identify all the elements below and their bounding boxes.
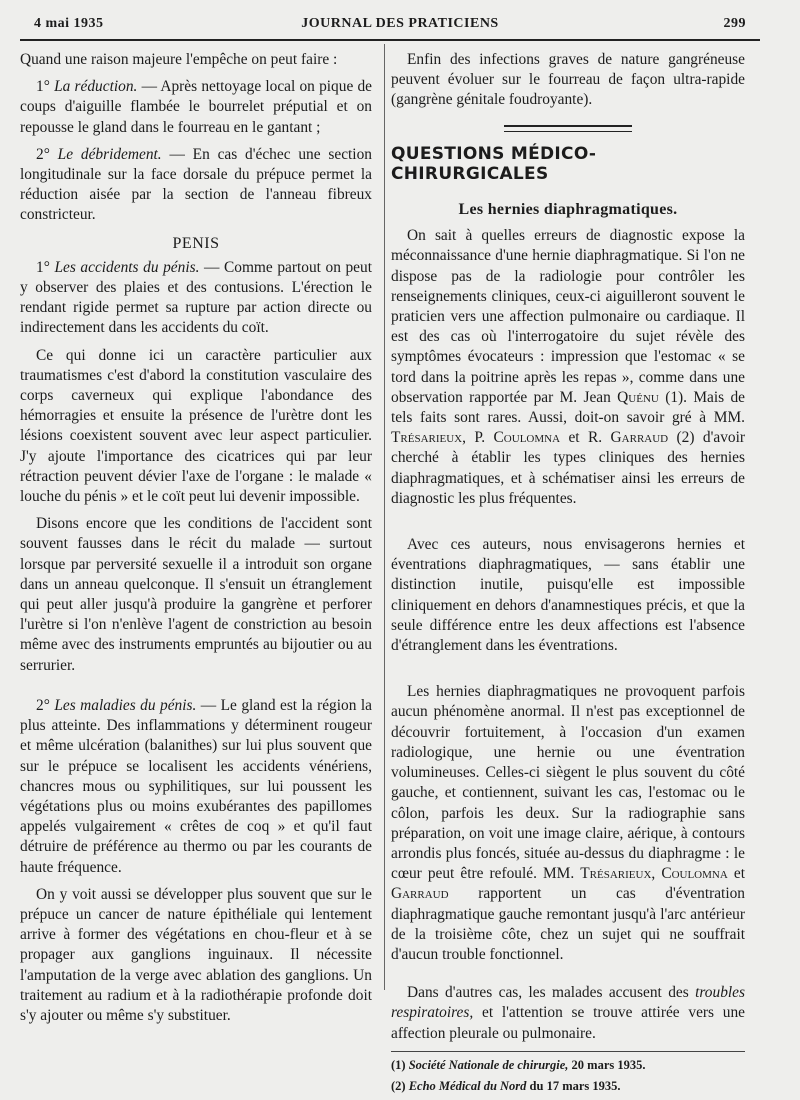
paragraph-hernies-1 [391,226,745,509]
footnote-date: 20 mars 1935. [568,1057,646,1072]
author-quenu: Quénu [617,388,659,406]
text-run: et R. [560,429,611,447]
paragraph-cancer: On y voit aussi se développer plus souvent que sur le prépuce un cancer de nature épithéliale qui lentement arrive à former des végétations en chou-fleur et à se propager aux ganglions inguinaux. Il nécessite l'amputation de la verge avec ablation des ganglions. Un traitement au radium et à la radiothérapie profonde doit s'y ajouter ou même s'y substituer. [20,885,372,1024]
journal-title: JOURNAL DES PRATICIENS [301,16,499,31]
item-text: — Comme partout on peut y observer des plaies et des contusions. L'érection le rendant rigide permet sa rupture par action directe ou indirectement dans les accidents du coït. [20,258,372,337]
footnote-number: (2) [391,1078,406,1093]
issue-date: 4 mai 1935 [34,16,104,31]
text-run: (1). Mais de tels faits sont rares. Aussi, doit-on savoir gré à MM. [391,388,745,427]
column-divider [384,44,385,990]
footnote-1 [391,1058,745,1072]
item-title: La réduction. [54,78,138,96]
article-title: Les hernies diaphragmatiques. [458,201,678,219]
paragraph-caractere: Ce qui donne ici un caractère particulier aux traumatismes c'est d'abord la constitution vasculaire des corps caverneux qui explique l'abondance des hémorragies et ensuite la présence de l'urètre dont les lésions coexistent souvent avec leur aspect particulier. J'y ajoute l'importance des cicatrices qui par leur rétraction peuvent dévier l'axe de l'organe : le malade « louche du pénis » et le coït peut lui devenir impossible. [20,346,372,506]
footnote-2 [391,1079,745,1093]
author-garraud: Garraud [391,885,449,903]
item-title: Les maladies du pénis. [54,696,197,714]
text-run: Les hernies diaphragmatiques ne provoquent parfois aucun phénomène anormal. Il n'est pas exceptionnel de découvrir fortuitement, à l'occasion d'un examen radiologique, une hernie ou une éventration volumineuses. Celles-ci siègent le plus souvent du côté gauche, et contiennent, suivant les cas, l'estomac ou le côlon, parfois les deux. Sur la radiographie sans préparation, on voit une image claire, aérique, à contours arrondis plus foncés, située au-dessus du diaphragme : le cœur peut être refoulé. MM. [391,683,745,883]
paragraph-intro: Quand une raison majeure l'empêche on peut faire : [20,51,338,68]
footnote-rule [391,1051,745,1052]
paragraph-hernies-2: Avec ces auteurs, nous envisagerons hernies et éventrations diaphragmatiques, — sans établir une distinction inutile, puisqu'elle est impossible cliniquement en dehors d'anamnestiques précis, et que la seule différence entre les deux affections est l'absence d'étranglement dans les éventrations. [391,536,745,655]
section-title: QUESTIONS MÉDICO-CHIRURGICALES [391,143,597,184]
footnote-source: Société Nationale de chirurgie, [408,1057,569,1072]
author-coulomna: Coulomna [493,429,561,447]
text-run: Dans d'autres cas, les malades accusent des [407,984,696,1002]
item-title: Les accidents du pénis. [54,258,200,276]
author-garraud: Garraud [610,429,669,447]
item-text: — Après nettoyage local on pique de coups d'aiguille flambée le bourrelet préputial et on repousse le gland dans le fourreau en le gantant ; [20,78,373,136]
author-tresarieux: Trésarieux [391,429,463,447]
author-tresarieux: Trésarieux [580,865,652,883]
right-column [391,50,745,1100]
page-number: 299 [723,16,746,31]
text-run: , P. [462,429,494,447]
paragraph-enfin: Enfin des infections graves de nature gangréneuse peuvent évoluer sur le fourreau de façon ultra-rapide (gangrène génitale foudroyante). [391,51,745,109]
emphasis: troubles respiratoires, [391,984,745,1022]
item-number: 2° [36,696,50,714]
paragraph-hernies-3 [391,682,745,965]
text-run: et l'attention se trouve attirée vers une affection pleurale ou pulmonaire. [391,1004,745,1042]
footnote-source: Echo Médical du Nord [408,1078,527,1093]
text-run: On sait à quelles erreurs de diagnostic expose la méconnaissance d'une hernie diaphragmatique. Si l'on ne dispose pas de la radiologie pour contrôler les renseignements cliniques, ceux-ci aiguilleront souvent le praticien vers une affection pulmonaire ou cardiaque. Il est des cas où l'interrogatoire du sujet révèle des symptômes évocateurs : impression que l'estomac « se tord dans la poitrine après les repas », comme dans une observation rapportée par M. Jean [391,227,745,406]
page-header [30,16,770,36]
text-run: et [727,865,745,883]
paragraph-disons: Disons encore que les conditions de l'accident sont souvent fausses dans le récit du malade — surtout lorsque par perversité sexuelle il a introduit son organe dans un anneau quelconque. Il s'ensuit un étranglement qui peut aller jusqu'à produire la gangrène et perforer l'urètre si l'on n'enlève l'agent de constriction au besoin même avec des instruments empruntés au bijoutier ou au serrurier. [20,515,372,674]
author-coulomna: Coulomna [661,865,728,883]
footnote-date: du 17 mars 1935. [526,1078,621,1093]
item-title: Le débridement. [57,145,162,163]
paragraph-hernies-4 [391,983,745,1044]
paragraph-reduction [20,77,372,138]
paragraph-maladies [20,696,372,878]
section-heading-penis: PENIS [172,234,220,252]
item-number: 2° [36,145,50,163]
paragraph-accidents [20,258,372,339]
section-rule-thin [504,131,632,132]
section-rule-thick [504,125,632,127]
item-number: 1° [36,258,50,276]
text-run: rapportent un cas d'éventration diaphragmatique gauche remontant jusqu'à l'arc antérieur de la troisième côte, chez un sujet qui ne souffrait d'aucun trouble fonctionnel. [391,885,745,963]
footnote-number: (1) [391,1057,406,1072]
item-text: — En cas d'échec une section longitudinale sur la face dorsale du prépuce permet la réduction aisée par la section de l'anneau fibreux constricteur. [20,145,372,224]
item-number: 1° [36,78,50,96]
left-column [20,50,372,1033]
header-rule [20,39,760,41]
item-text: — Le gland est la région la plus atteinte. Des inflammations y déterminent rougeur et même ulcération (balanithes) sur lui plus souvent que sur le prépuce se localisent les accidents vénériens, chancres mous ou syphilitiques, sur lui poussent les végétations plus ou moins exubérantes des papillomes appelés vulgairement « crêtes de coq » et qu'il faut détruire de préférence au thermo ou par les courants de haute fréquence. [20,696,372,876]
text-run: (2) d'avoir cherché à établir les types cliniques des hernies diaphragmatiques, et à schématiser ainsi les erreurs de diagnostic les plus fréquentes. [391,429,746,507]
paragraph-debridement [20,145,372,226]
text-run: , [651,865,662,883]
